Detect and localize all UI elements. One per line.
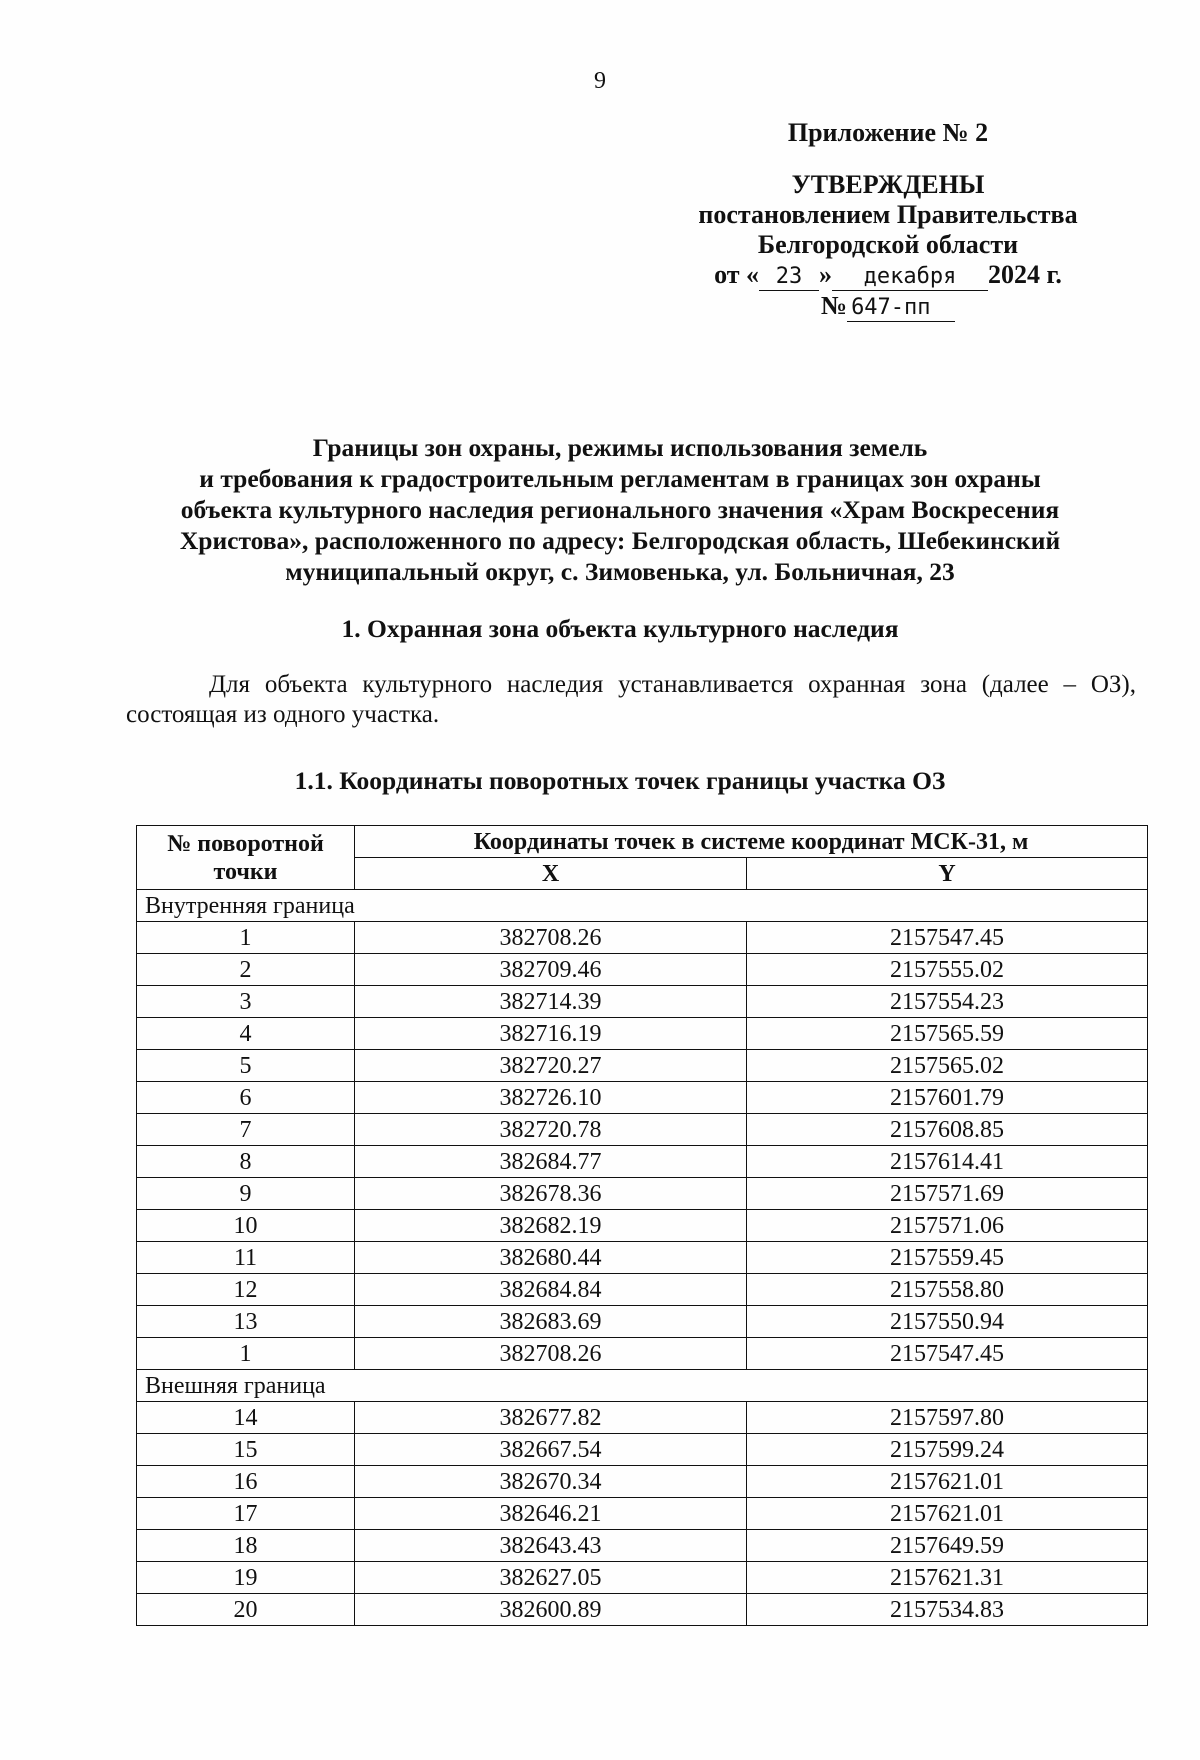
cell-x: 382682.19 <box>355 1210 747 1242</box>
cell-x: 382684.77 <box>355 1146 747 1178</box>
date-day: 23 <box>759 264 819 291</box>
cell-y: 2157649.59 <box>747 1530 1148 1562</box>
table-group-row <box>137 1370 1148 1402</box>
cell-y: 2157599.24 <box>747 1434 1148 1466</box>
header-y: Y <box>747 858 1148 890</box>
cell-point: 2 <box>137 954 355 986</box>
cell-point: 3 <box>137 986 355 1018</box>
cell-x: 382708.26 <box>355 922 747 954</box>
cell-point: 13 <box>137 1306 355 1338</box>
header-coords: Координаты точек в системе координат МСК-31, м <box>355 826 1148 858</box>
cell-point: 20 <box>137 1594 355 1626</box>
cell-y: 2157621.01 <box>747 1466 1148 1498</box>
cell-point: 18 <box>137 1530 355 1562</box>
cell-point: 19 <box>137 1562 355 1594</box>
number-value: 647-пп <box>847 295 955 322</box>
approved-label: УТВЕРЖДЕНЫ <box>791 170 985 199</box>
cell-y: 2157621.31 <box>747 1562 1148 1594</box>
table-row <box>137 1082 1148 1114</box>
cell-point: 7 <box>137 1114 355 1146</box>
date-year: 2024 г. <box>988 260 1062 289</box>
cell-y: 2157547.45 <box>747 1338 1148 1370</box>
date-mid: » <box>819 260 833 289</box>
cell-x: 382627.05 <box>355 1562 747 1594</box>
cell-x: 382716.19 <box>355 1018 747 1050</box>
table-row <box>137 1434 1148 1466</box>
cell-point: 10 <box>137 1210 355 1242</box>
cell-point: 9 <box>137 1178 355 1210</box>
table-group-row <box>137 890 1148 922</box>
cell-y: 2157550.94 <box>747 1306 1148 1338</box>
cell-y: 2157571.06 <box>747 1210 1148 1242</box>
table-body <box>137 890 1148 1626</box>
title-line: Христова», расположенного по адресу: Белгородская область, Шебекинский <box>179 526 1061 555</box>
table-row <box>137 1018 1148 1050</box>
cell-y: 2157614.41 <box>747 1146 1148 1178</box>
cell-y: 2157547.45 <box>747 922 1148 954</box>
title-line: Границы зон охраны, режимы использования земель <box>312 433 928 462</box>
cell-point: 1 <box>137 922 355 954</box>
table-row <box>137 1402 1148 1434</box>
approval-block <box>698 118 1078 322</box>
cell-y: 2157565.02 <box>747 1050 1148 1082</box>
cell-y: 2157559.45 <box>747 1242 1148 1274</box>
table-row <box>137 1562 1148 1594</box>
cell-x: 382683.69 <box>355 1306 747 1338</box>
table-row <box>137 1274 1148 1306</box>
cell-point: 16 <box>137 1466 355 1498</box>
cell-point: 14 <box>137 1402 355 1434</box>
page-number: 9 <box>594 68 606 94</box>
table-row <box>137 922 1148 954</box>
cell-x: 382678.36 <box>355 1178 747 1210</box>
table-row <box>137 1178 1148 1210</box>
appendix-title: Приложение № 2 <box>787 118 989 147</box>
section-heading: 1. Охранная зона объекта культурного наследия <box>341 614 899 643</box>
subsection-heading: 1.1. Координаты поворотных точек границы участка ОЗ <box>294 766 946 795</box>
header-point: № поворотной точки <box>137 826 355 890</box>
table-row <box>137 1242 1148 1274</box>
date-prefix: от « <box>714 260 760 289</box>
cell-x: 382600.89 <box>355 1594 747 1626</box>
cell-point: 5 <box>137 1050 355 1082</box>
cell-y: 2157555.02 <box>747 954 1148 986</box>
cell-point: 1 <box>137 1338 355 1370</box>
approved-by-line: постановлением Правительства <box>698 200 1078 229</box>
table-row <box>137 1050 1148 1082</box>
table-row <box>137 1114 1148 1146</box>
table-row <box>137 954 1148 986</box>
cell-y: 2157565.59 <box>747 1018 1148 1050</box>
cell-y: 2157534.83 <box>747 1594 1148 1626</box>
cell-x: 382709.46 <box>355 954 747 986</box>
title-line: и требования к градостроительным регламентам в границах зон охраны <box>199 464 1041 493</box>
cell-y: 2157608.85 <box>747 1114 1148 1146</box>
table-row <box>137 1466 1148 1498</box>
approved-region-line: Белгородской области <box>757 230 1019 259</box>
cell-x: 382643.43 <box>355 1530 747 1562</box>
cell-y: 2157601.79 <box>747 1082 1148 1114</box>
document-title <box>120 432 1120 587</box>
cell-point: 8 <box>137 1146 355 1178</box>
cell-point: 11 <box>137 1242 355 1274</box>
cell-y: 2157558.80 <box>747 1274 1148 1306</box>
coordinates-table <box>136 825 1148 1626</box>
title-line: муниципальный округ, с. Зимовенька, ул. Больничная, 23 <box>285 557 955 586</box>
cell-x: 382670.34 <box>355 1466 747 1498</box>
section-paragraph: Для объекта культурного наследия устанавливается охранная зона (далее – ОЗ), состоящая из одного участка. <box>126 671 1136 728</box>
table-row <box>137 1594 1148 1626</box>
number-prefix: № <box>820 291 848 320</box>
cell-x: 382720.78 <box>355 1114 747 1146</box>
cell-point: 12 <box>137 1274 355 1306</box>
cell-x: 382726.10 <box>355 1082 747 1114</box>
cell-x: 382677.82 <box>355 1402 747 1434</box>
cell-x: 382667.54 <box>355 1434 747 1466</box>
cell-y: 2157554.23 <box>747 986 1148 1018</box>
cell-point: 17 <box>137 1498 355 1530</box>
table-row <box>137 986 1148 1018</box>
cell-y: 2157597.80 <box>747 1402 1148 1434</box>
cell-point: 15 <box>137 1434 355 1466</box>
approval-number <box>738 291 1038 322</box>
cell-x: 382720.27 <box>355 1050 747 1082</box>
cell-y: 2157571.69 <box>747 1178 1148 1210</box>
table-row <box>137 1338 1148 1370</box>
table-row <box>137 1498 1148 1530</box>
table-row <box>137 1146 1148 1178</box>
cell-y: 2157621.01 <box>747 1498 1148 1530</box>
cell-x: 382646.21 <box>355 1498 747 1530</box>
group-label: Внутренняя граница <box>137 890 1148 922</box>
table-row <box>137 1530 1148 1562</box>
group-label: Внешняя граница <box>137 1370 1148 1402</box>
cell-x: 382684.84 <box>355 1274 747 1306</box>
header-x: X <box>355 858 747 890</box>
title-line: объекта культурного наследия регионального значения «Храм Воскресения <box>180 495 1060 524</box>
cell-x: 382680.44 <box>355 1242 747 1274</box>
table-row <box>137 1306 1148 1338</box>
cell-x: 382714.39 <box>355 986 747 1018</box>
date-month: декабря <box>832 264 988 291</box>
cell-x: 382708.26 <box>355 1338 747 1370</box>
table-row <box>137 1210 1148 1242</box>
cell-point: 4 <box>137 1018 355 1050</box>
approval-date <box>678 260 1098 291</box>
cell-point: 6 <box>137 1082 355 1114</box>
